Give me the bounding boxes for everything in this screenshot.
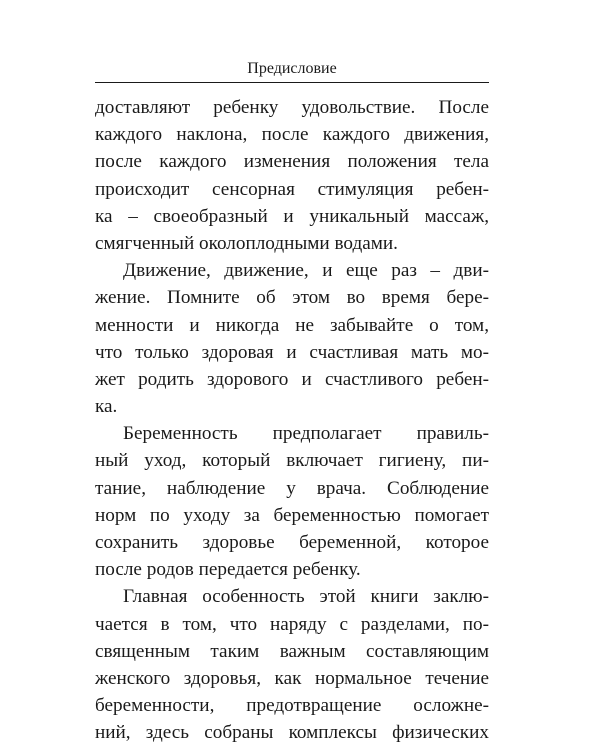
paragraph <box>95 257 489 420</box>
page-body <box>95 94 489 747</box>
text-line: норм по уходу за беременностью помогает <box>95 504 489 526</box>
text-line: после каждого изменения положения тела <box>95 151 489 173</box>
paragraph <box>95 420 489 583</box>
page-title: Предисловие <box>247 60 337 77</box>
text-line: чается в том, что наряду с разделами, по- <box>95 613 489 635</box>
text-line: что только здоровая и счастливая мать мо- <box>95 341 489 363</box>
text-line: Главная особенность этой книги заклю- <box>123 586 489 608</box>
text-line: жет родить здорового и счастливого ребен- <box>95 368 489 390</box>
paragraph <box>95 583 489 746</box>
text-line: доставляют ребенку удовольствие. После <box>95 97 489 118</box>
text-line: Беременность предполагает правиль- <box>123 423 489 445</box>
text-line: ка. <box>95 396 118 418</box>
text-line: каждого наклона, после каждого движения, <box>95 124 489 146</box>
text-line: после родов передается ребенку. <box>95 559 361 581</box>
text-line: сохранить здоровье беременной, которое <box>95 532 489 553</box>
text-line: происходит сенсорная стимуляция ребен- <box>95 178 489 200</box>
text-line: Движение, движение, и еще раз – дви- <box>123 260 489 282</box>
text-line: ный уход, который включает гигиену, пи- <box>95 450 489 472</box>
text-line: смягченный околоплодными водами. <box>95 232 398 254</box>
text-line: ний, здесь собраны комплексы физических <box>95 722 489 744</box>
text-line: ка – своеобразный и уникальный массаж, <box>95 205 489 227</box>
text-line: жение. Помните об этом во время бере- <box>95 287 489 309</box>
text-line: женского здоровья, как нормальное течение <box>95 667 489 689</box>
running-head <box>95 56 489 83</box>
text-line: менности и никогда не забывайте о том, <box>95 314 489 336</box>
paragraph <box>95 94 489 257</box>
text-line: беременности, предотвращение осложне- <box>95 695 489 717</box>
text-line: священным таким важным составляющим <box>95 640 489 662</box>
text-line: тание, наблюдение у врача. Соблюдение <box>95 477 489 499</box>
